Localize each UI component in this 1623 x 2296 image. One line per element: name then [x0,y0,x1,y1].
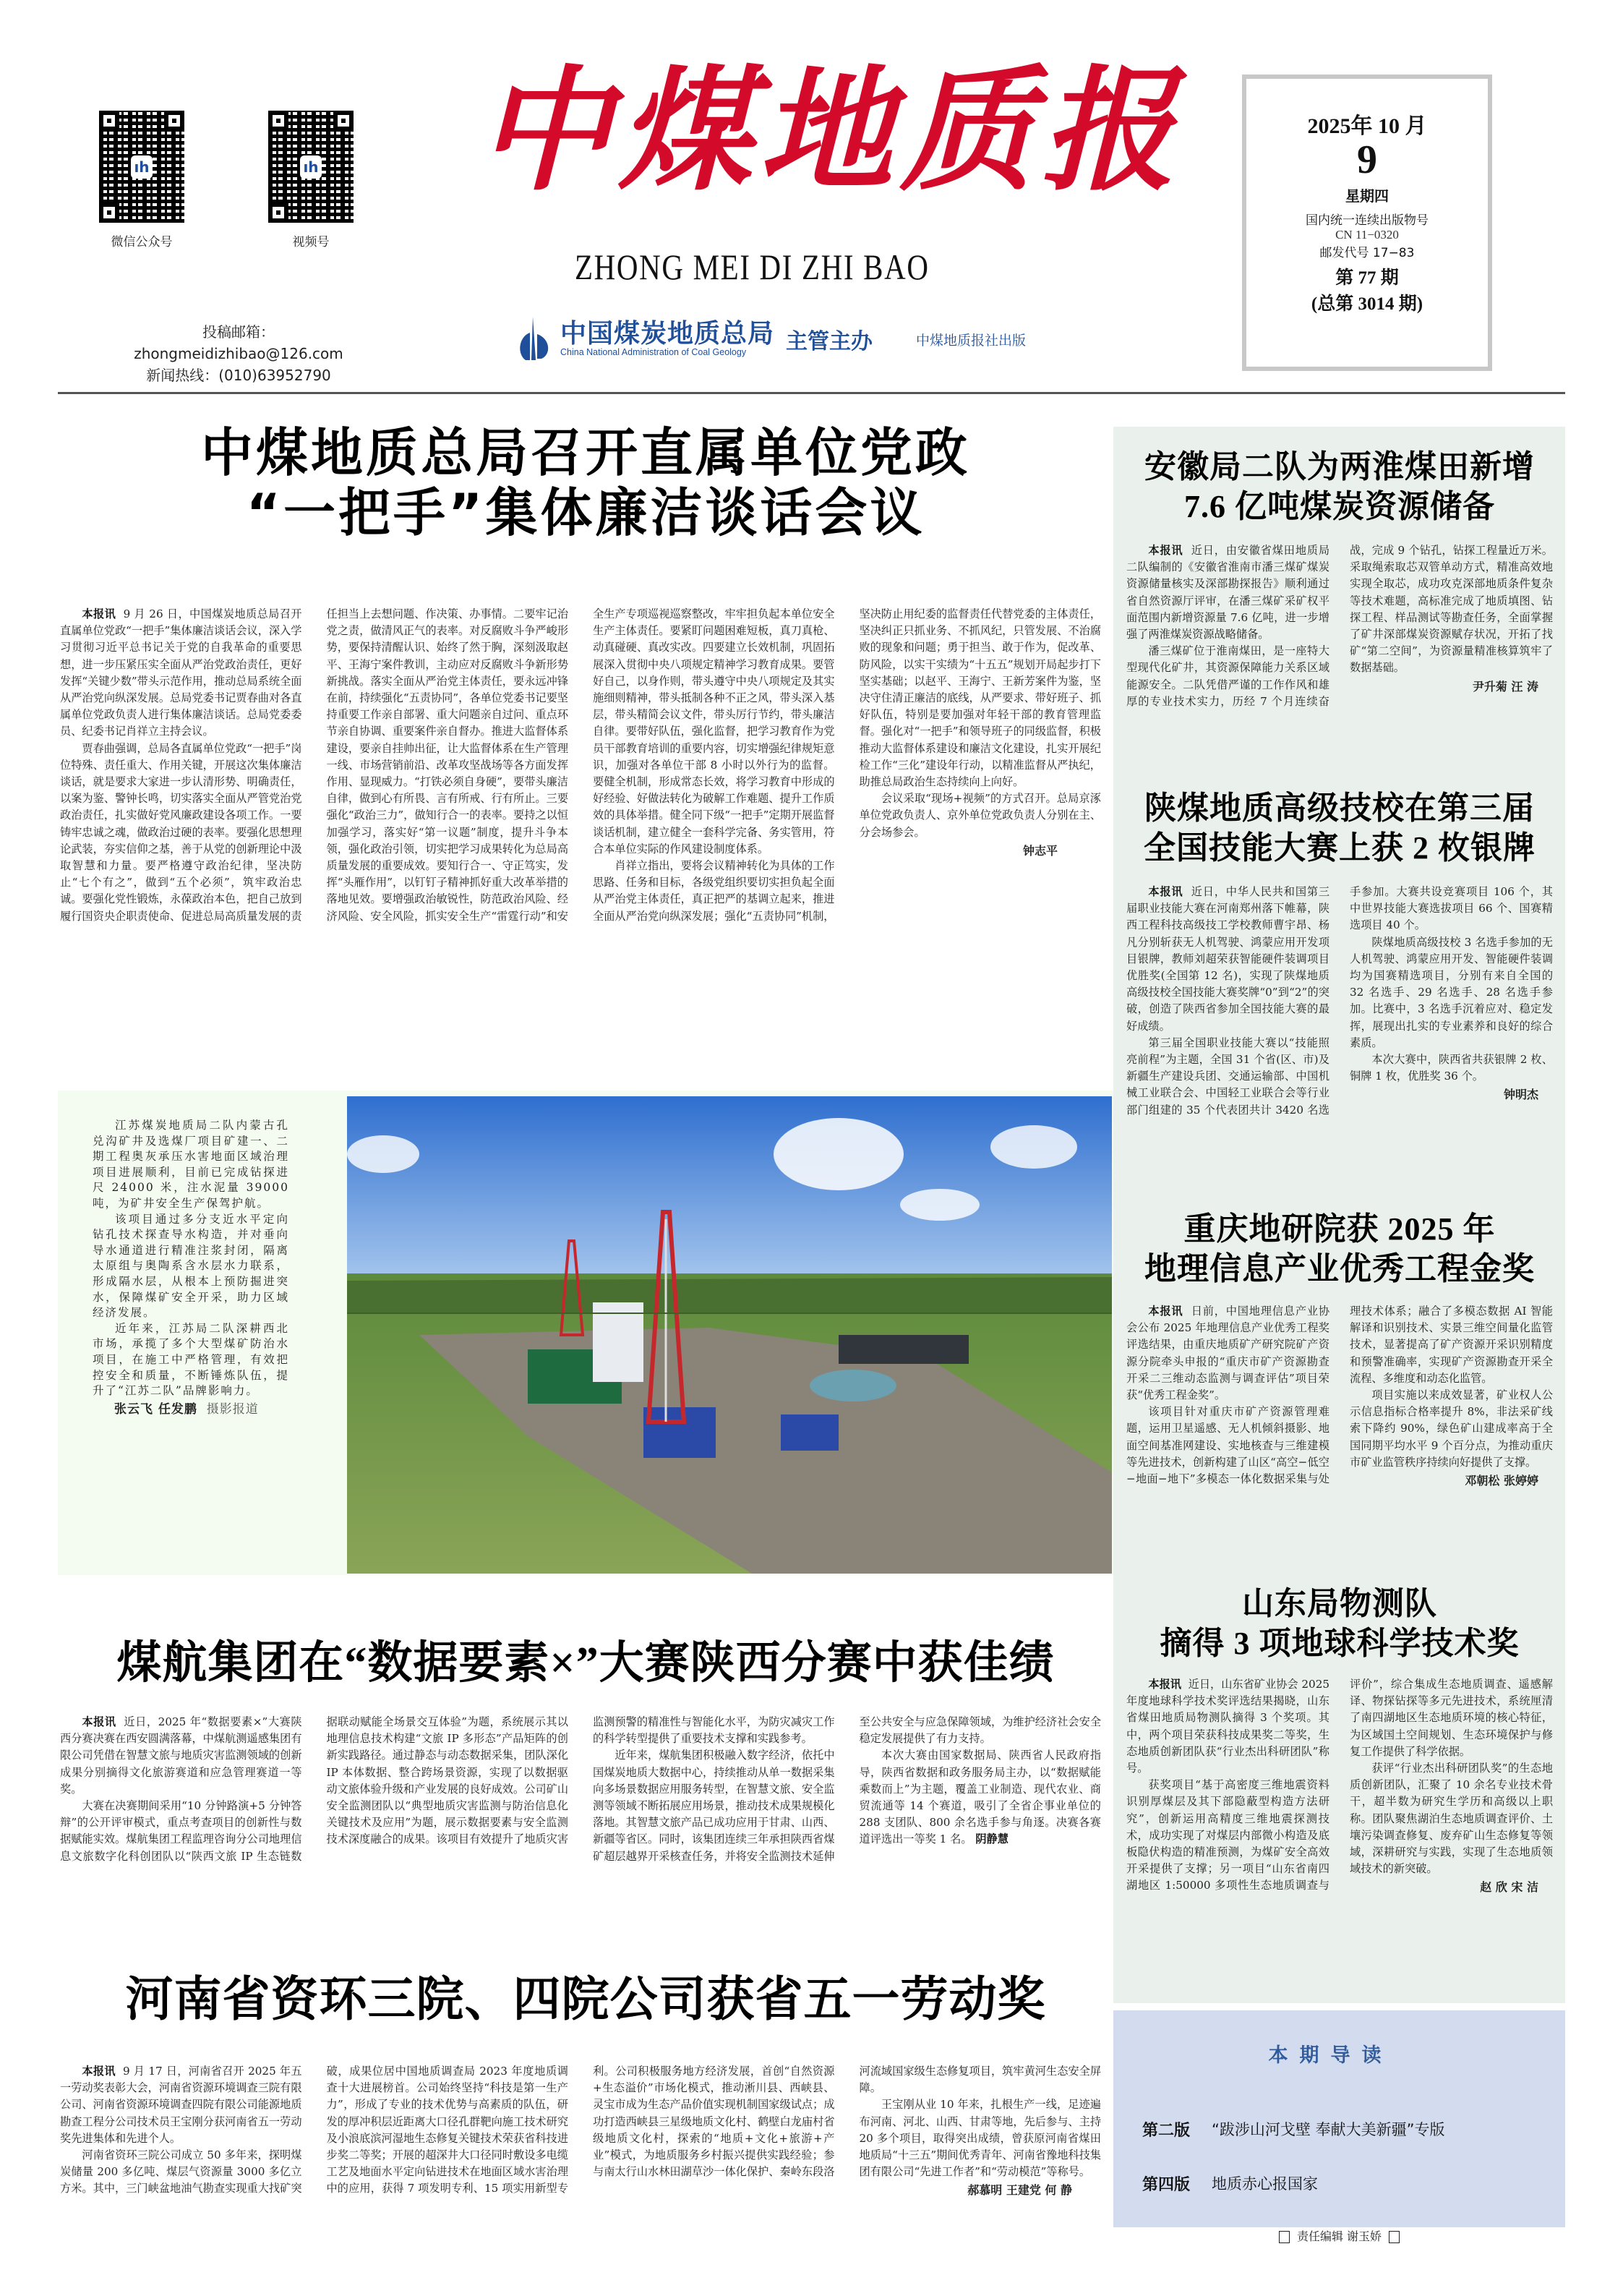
lead-headline-line1: 中煤地质总局召开直属单位党政 [200,422,970,483]
meihang-article-body [60,1714,1101,1953]
contact-email[interactable]: 投稿邮箱：zhongmeidizhibao@126.com [134,323,343,362]
sidebar-article [1126,788,1553,1158]
lead-tag: 本报讯 [82,607,116,620]
caption-paragraph: 近年来，江苏局二队深耕西北市场，承揽了多个大型煤矿防治水项目，在施工中严格管理，有效把控安全和质量，不断锤炼队伍，提升了“江苏二队”品牌影响力。 [93,1321,289,1398]
qr-label-wechat: 微信公众号 [111,235,173,249]
contact-info [101,321,376,386]
sidebar-news [1113,427,1565,2003]
sidebar-article-body: 本报讯 日前，中国地理信息产业协会公布 2025 年地理信息产业优秀工程奖评选结果，由重庆地质矿产研究院矿产资源分院牵头申报的“重庆市矿产资源勘查开采二三维动态监测与调查评估”项目荣获“优秀工程金奖”。 该项目针对重庆市矿产资源管理难题，运用卫星遥感、无人机倾斜摄影、地面空间基准网建设、实地核查与三维建模等先进技术，创新构建了山区“高空−低空−地面−地下”多模态一体化数据采集与处理技术体系；融合了多模态数据 AI 智能解译和识别技术、实景三维空间量化监管技术，显著提高了矿产资源开采识别精度和预警准确率，实现矿产资源勘查开采全流程、多维度和动态化监管。 项目实施以来成效显著，矿业权人公示信息指标合格率提升 8%，非法采矿线索下降约 90%，绿色矿山建成率高于全国同期平均水平 9 个百分点，为推动重庆市矿业监管秩序持续向好提供了支撑。 邓朝松 张婷婷 [1126,1303,1553,1556]
box-ornament-icon [1279,2231,1290,2243]
date-year-month: 2025年 10 月 [1307,114,1427,138]
date-weekday: 星期四 [1345,187,1389,205]
issue-guide [1113,2010,1565,2227]
lead-headline[interactable] [58,423,1113,543]
article-paragraph: 近年来，煤航集团积极融入数字经济，依托中国煤炭地质大数据中心，持续推动从单一数据采集向多场景数据应用服务转型，在智慧文旅、安全监测等领域不断拓展应用场景，推动技术成果规模化落地。其智慧文旅产品已成功应用于甘肃、山西、新疆等省区。同时，该集团连续三年承担陕西省煤矿超层越界开采核查任务，并将安全监测技术延伸至公共安全与应急保障领域，为维护经济社会安全稳定发展提供了有力支持。 [593,1715,1101,1863]
guide-item[interactable] [1142,2172,1565,2195]
guide-item[interactable] [1142,2118,1565,2141]
lead-paragraph: 会议采取“现场+视频”的方式召开。总局京涿单位党政负责人、京外单位党政负责人分别在主、分会场参会。 [859,792,1101,839]
issue-date-box [1242,74,1492,371]
responsible-editor: 责任编辑 谢玉娇 [1113,2227,1565,2244]
byline: 钟志平 [1022,843,1058,858]
org-logo-icon [517,317,553,362]
henan-headline[interactable]: 河南省资环三院、四院公司获省五一劳动奖 [125,1973,1046,2026]
photo-story [58,1091,1113,1575]
total-issue-number: (总第 3014 期) [1311,294,1423,314]
guide-item-title: 地质赤心报国家 [1212,2175,1319,2193]
cn-number: CN 11−0320 [1335,228,1399,242]
lead-article-body [60,606,1101,1040]
qr-wechat-block [99,111,184,249]
contact-hotline: 新闻热线：(010)63952790 [146,367,331,384]
byline: 赵 欣 宋 洁 [1480,1880,1538,1895]
guide-edition: 第二版 [1142,2121,1191,2139]
qr-label-video: 视频号 [292,235,330,249]
org-role: 主管主办 [786,329,873,354]
brand-logo-icon: ıh [131,155,153,179]
lead-tag: 本报讯 [82,2065,116,2078]
caption-paragraph: 该项目通过多分支近水平定向钻孔技术探查导水构造，并对垂向导水通道进行精准注浆封闭，隔离太原组与奥陶系含水层水力联系，形成隔水层，从根本上预防掘进突水，保障煤矿安全开采，助力区域经济发展。 [93,1212,289,1320]
byline: 钟明杰 [1503,1088,1538,1102]
photo-caption [93,1118,289,1417]
lead-paragraph: 贾春曲强调，总局各直属单位党政“一把手”岗位特殊、责任重大、作用关键，开展这次集体廉洁谈话，就是要求大家进一步认清形势、明确责任，以案为鉴、警钟长鸣，切实落实全面从严管党治党政治责任，扎实做好党风廉政建设各项工作。一要铸牢忠诚之魂，做政治过硬的表率。要强化思想理论武装，夯实信仰之基，善于从党的创新理论中汲取智慧和力量。要严格遵守政治纪律，坚决防止“七个有之”，做到“五个必须”，筑牢政治忠诚。要强化党性锻炼，永葆政治本色，把自己放到履行国资央企职责使命、促进总局高质量发展的责任担当上去想问题、作决策、办事情。二要牢记治党之责，做清风正气的表率。对反腐败斗争严峻形势，要保持清醒认识、始终了然于胸，深刻汲取赵平、王海宁案件教训，主动应对反腐败斗争新形势新挑战。落实全面从严治党主体责任，要永远冲锋在前，持续强化“五责协同”，各单位党委书记要坚持重要工作亲自部署、重大问题亲自过问、重点环节亲自协调、重要案件亲自督办。推进大监督体系建设，要亲自挂帅出征，让大监督体系在生产管理一线、市场营销前沿、改革攻坚战场等各方面发挥作用、显现威力。“打铁必须自身硬”，要带头廉洁自律，做到心有所畏、言有所戒、行有所止。三要强化“政治三力”，做知行合一的表率。要持之以恒加强学习，落实好“第一议题”制度，提升斗争本领，强化政治引领，切实把学习成果转化为总局高质量发展的重要成效。要知行合一、守正笃实，发挥“头雁作用”，以钉钉子精神抓好重大改革举措的落地见效。要增强政治敏锐性，防范政治风险、经济风险、安全风险，抓实安全生产“雷霆行动”和安全生产专项巡视巡察整改，牢牢担负起本单位安全生产主体责任。要紧盯问题困难短板，真刀真枪、动真碰硬、真改实改。四要建立长效机制，巩固拓展深入贯彻中央八项规定精神学习教育成果。要管好自己，以身作则，带头遵守中央八项规定及其实施细则精神，带头抵制各种不正之风，带头深入基层，带头精简会议文件，带头厉行节约，带头廉洁自律。要带好队伍，强化监督，把学习教育作为党员干部教育培训的重要内容，切实增强纪律规矩意识，加强对各单位干部 8 小时以外行为的监督。要健全机制，形成常态长效，将学习教育中形成的好经验、好做法转化为破解工作难题、提升工作质效的具体举措。健全同下级“一把手”定期开展监督谈话机制，建立健全一套科学完备、务实管用，符合本单位实际的作风建设制度体系。 [60,607,835,923]
sidebar-headline[interactable]: 安徽局二队为两淮煤田新增 7.6 亿吨煤炭资源储备 [1144,449,1535,524]
article-paragraph: 本次大赛由国家数据局、陕西省人民政府指导，陕西省数据和政务服务局主办，以“数据赋能 乘数而上”为主题，覆盖工业制造、现代农业、商贸流通等 14 个赛道，吸引了全省企事业单位的 288 支团队、800 余名选手参与角逐。决赛各赛道评选出一等奖 1 名。 阴静慧 [859,1749,1101,1846]
postal-code: 邮发代号 17−83 [1319,246,1415,260]
sidebar-headline[interactable]: 重庆地研院获 2025 年 地理信息产业优秀工程金奖 [1144,1211,1535,1286]
byline: 邓朝松 张婷婷 [1465,1474,1538,1488]
meihang-headline[interactable]: 煤航集团在“数据要素×”大赛陕西分赛中获佳绩 [116,1639,1055,1688]
lead-paragraph: 本报讯 9 月 26 日，中国煤炭地质总局召开直属单位党政“一把手”集体廉洁谈话会议，深入学习贯彻习近平总书记关于党的自我革命的重要思想，进一步压紧压实全面从严治党政治责任，更好发挥“关键少数”带头示范作用，推动总局系统全面从严治党向纵深发展。总局党委书记贾春曲对各直属单位党政负责人进行集体廉洁谈话。总局党委委员、纪委书记肖祥立主持会议。 [60,607,302,738]
photo-image [347,1096,1112,1574]
date-day: 9 [1357,137,1377,182]
sidebar-article [1126,1584,1553,1944]
sidebar-article-body: 本报讯 近日，由安徽省煤田地质局二队编制的《安徽省淮南市潘三煤矿煤炭资源储量核实及深部勘探报告》顺利通过省自然资源厅评审，在潘三煤矿采矿权平面范围内新增资源量 7.6 亿吨，进一步增强了两淮煤炭资源战略储备。 潘三煤矿位于淮南煤田，是一座特大型现代化矿井，其资源保障能力关系区域能源安全。二队凭借严谨的工作作风和雄厚的专业技术实力，历经 7 个月连续奋战，完成 9 个钻孔，钻探工程量近万米。采取绳索取芯双管单动方式，精准高效地实现全取芯，成功攻克深部地质条件复杂等技术难题，高标准完成了地质填图、钻探工程、样品测试等勘查任务，全面掌握了矿井深部煤炭资源赋存状况，开拓了找矿“第二空间”，为资源量精准核算筑牢了数据基础。 尹升菊 汪 涛 [1126,544,1553,708]
photographer-names: 张云飞 任发鹏 [114,1401,197,1417]
box-ornament-icon [1389,2231,1400,2243]
byline: 阴静慧 [975,1832,1009,1846]
article-paragraph: 本报讯 近日，2025 年“数据要素×”大赛陕西分赛决赛在西安圆满落幕，中煤航测遥感集团有限公司凭借在智慧文旅与地质灾害监测领域的创新成果分别摘得文化旅游赛道和应急管理赛道一等奖。 [60,1715,302,1796]
publisher: 中煤地质报社出版 [916,332,1027,349]
masthead-divider [58,392,1565,394]
org-name: 中国煤炭地质总局 [560,319,775,349]
article-paragraph: 本报讯 9 月 17 日，河南省召开 2025 年五一劳动奖表彰大会，河南省资源环境调查三院有限公司、河南省资源环境调查四院有限公司能源地质勘查工程分公司技术员王宝刚分获河南省五一劳动奖先进集体和先进个人。 [60,2065,302,2145]
lead-headline-line2: “一把手”集体廉洁谈话会议 [246,482,925,543]
qr-code-icon[interactable] [99,111,184,223]
sidebar-article [1126,1209,1553,1556]
qr-code-icon[interactable] [268,111,354,223]
sidebar-article [1126,447,1553,767]
serial-label: 国内统一连续出版物号 [1306,213,1429,228]
sidebar-article-body: 本报讯 近日，中华人民共和国第三届职业技能大赛在河南郑州落下帷幕，陕西工程科技高级技工学校教师曹宇昂、杨凡分别斩获无人机驾驶、鸿蒙应用开发项目银牌，教师刘超荣获智能硬件装调项目优胜奖(全国第 12 名)，实现了陕煤地质高级技校全国技能大赛奖牌“0”到“2”的突破，创造了陕西省参加全国技能大赛的最好成绩。 第三届全国职业技能大赛以“技能照亮前程”为主题，全国 31 个省(区、市)及新疆生产建设兵团、交通运输部、中国机械工业联合会、中国轻工业联合会等行业部门组建的 35 个代表团共计 3420 名选手参加。大赛共设竞赛项目 106 个，其中世界技能大赛选拔项目 66 个、国赛精选项目 40 个。 陕煤地质高级技校 3 名选手参加的无人机驾驶、鸿蒙应用开发、智能硬件装调均为国赛精选项目，分别有来自全国的 32 名选手、29 名选手、28 名选手参加。比赛中，3 名选手沉着应对、稳定发挥，展现出扎实的专业素养和良好的综合素质。 本次大赛中，陕西省共获银牌 2 枚、铜牌 1 枚，优胜奖 36 个。 钟明杰 [1126,885,1553,1117]
caption-paragraph: 江苏煤炭地质局二队内蒙古孔兑沟矿井及选煤厂项目矿建一、二期工程奥灰承压水害地面区域治理项目进展顺利，目前已完成钻探进尺 24000 米，注水泥量 39000 吨，为矿井安全生产保驾护航。 [93,1119,289,1210]
newspaper-title-en: ZHONG MEI DI ZHI BAO [575,247,930,287]
photo-credit: 张云飞 任发鹏 摄影报道 [114,1401,259,1417]
issue-number: 第 77 期 [1335,268,1399,288]
guide-title: 本期导读 [1268,2044,1393,2067]
sidebar-headline[interactable]: 山东局物测队 摘得 3 项地球科学技术奖 [1160,1586,1520,1661]
article-paragraph: 王宝刚从业 10 年来，扎根生产一线，足迹遍布河南、河北、山西、甘肃等地，先后参与、主持 20 多个项目，取得突出成绩，曾获原河南省煤田地质局“十三五”期间优秀青年、河南省豫地科技集团有限公司“先进工作者”和“劳动模范”等称号。 [859,2098,1101,2179]
guide-item-title: “跋涉山河戈壁 奉献大美新疆”专版 [1212,2121,1445,2138]
sidebar-article-body: 本报讯 近日，山东省矿业协会 2025 年度地球科学技术奖评选结果揭晓，山东省煤田地质局物测队摘得 3 个奖项。其中，两个项目荣获科技成果奖二等奖，生态地质创新团队获“行业杰出科研团队”称号。 获奖项目“基于高密度三维地震资料识别厚煤层及其下部隐蔽型构造方法研究”，创新运用高精度三维地震探测技术，成功实现了对煤层内部微小构造及底板隐伏构造的精准预测，为煤矿安全高效开采提供了支撑；另一项目“山东省南四湖地区 1:50000 多项性生态地质调查与评价”，综合集成生态地质调查、遥感解译、物探钻探等多元先进技术，系统厘清了南四湖地区生态地质环境的核心特征，为区域国土空间规划、生态环境保护与修复工作提供了科学依据。 获评“行业杰出科研团队奖”的生态地质创新团队，汇聚了 10 余名专业技术骨干，超半数为研究生学历和高级以上职称。团队聚焦湖泊生态地质调查评价、土壤污染调查修复、废弃矿山生态修复等领域，深耕研究与实践，实现了生态地质领域技术的新突破。 赵 欣 宋 洁 [1126,1676,1553,1944]
drilling-site-photo[interactable] [347,1096,1112,1574]
article-paragraph: 河南省资环三院公司成立 50 多年来，探明煤炭储量 200 多亿吨、煤层气资源量 3000 多亿立方米。其中，三门峡盆地油气勘查实现重大找矿突破，成果位居中国地质调查局 2023 年度地质调查十大进展榜首。公司始终坚持“科技是第一生产力”，形成了专业的技术优势与高素质的队伍，研发的厚冲积层近距离大口径孔群靶向施工技术研究及小浪底滨河湿地生态修复关键技术荣获省科技进步奖二等奖；开展的超深井大口径同时敷设多电缆工艺及地面水平定向钻进技术在地面区域水害治理中的应用，获得 7 项发明专利、15 项实用新型专利。公司积极服务地方经济发展，首创“自然资源+生态溢价”市场化模式，推动淅川县、西峡县、灵宝市成为生态产品价值实现机制国家级试点；成功打造西峡县三星级地质文化村、鹤壁白龙庙村省级地质文化村，探索的“地质+文化+旅游+产业”模式，为地质服务乡村振兴提供实践经验；参与南太行山水林田湖草沙一体化保护、秦岭东段洛河流域国家级生态修复项目，筑牢黄河生态安全屏障。 [60,2065,1101,2195]
sidebar-headline[interactable]: 陕煤地质高级技校在第三届 全国技能大赛上获 2 枚银牌 [1144,790,1536,866]
article-paragraph: 大赛在决赛期间采用“10 分钟路演+5 分钟答辩”的公开评审模式，重点考查项目的创新性与数据赋能实效。煤航集团工程监理咨询分公司地理信息文旅数字化科创团队以“陕西文旅 IP 生态链数据联动赋能全场景交互体验”为题，系统展示其以地理信息技术构建“文旅 IP 多形态”产品矩阵的创新实践路径。通过静态与动态数据采集，团队深化 IP 本体数据、整合跨场景资源，实现了以数据驱动文旅体验升级和产业发展的良好成效。公司矿山安全监测团队以“典型地质灾害监测与防治信息化关键技术及应用”为题，展示数据要素与安全监测技术深度融合的成果。该项目有效提升了地质灾害监测预警的精准性与智能化水平，为防灾减灾工作的科学转型提供了重要技术支撑和实践参考。 [60,1715,835,1863]
newspaper-title: 中煤地质报 [477,51,1182,209]
lead-paragraph: 肖祥立指出，要将会议精神转化为具体的工作思路、任务和目标，各级党组织要切实担负起全面从严治党主体责任，真正把严的基调立起来，推进全面从严治党向纵深发展；强化“五责协同”机制，坚决防止用纪委的监督责任代替党委的主体责任，坚决纠正只抓业务、不抓风纪，只管发展、不治腐败的现象和问题；勇于担当、敢于作为，促改革、防风险，以实干实绩为“十五五”规划开局起步打下坚实基础；以赵平、王海宁、王新芳案件为鉴，坚决守住清正廉洁的底线，从严要求、带好班子、抓好队伍，特别是要加强对年轻干部的教育管理监督。强化对“一把手”和领导班子的同级监督，积极推动大监督体系建设和廉洁文化建设，扎实开展纪检工作“三化”建设年行动，以精准监督从严执纪，助推总局政治生态持续向上向好。 [593,607,1101,923]
byline: 尹升菊 汪 涛 [1472,679,1538,694]
byline: 郝慕明 王建党 何 静 [967,2183,1072,2198]
org-banner [517,317,1026,362]
brand-logo-icon: ıh [300,155,322,179]
org-name-en: China National Administration of Coal Geology [560,347,747,357]
guide-edition: 第四版 [1142,2175,1191,2193]
henan-article-body [60,2063,1101,2280]
qr-video-block [268,111,354,249]
lead-tag: 本报讯 [82,1715,116,1728]
